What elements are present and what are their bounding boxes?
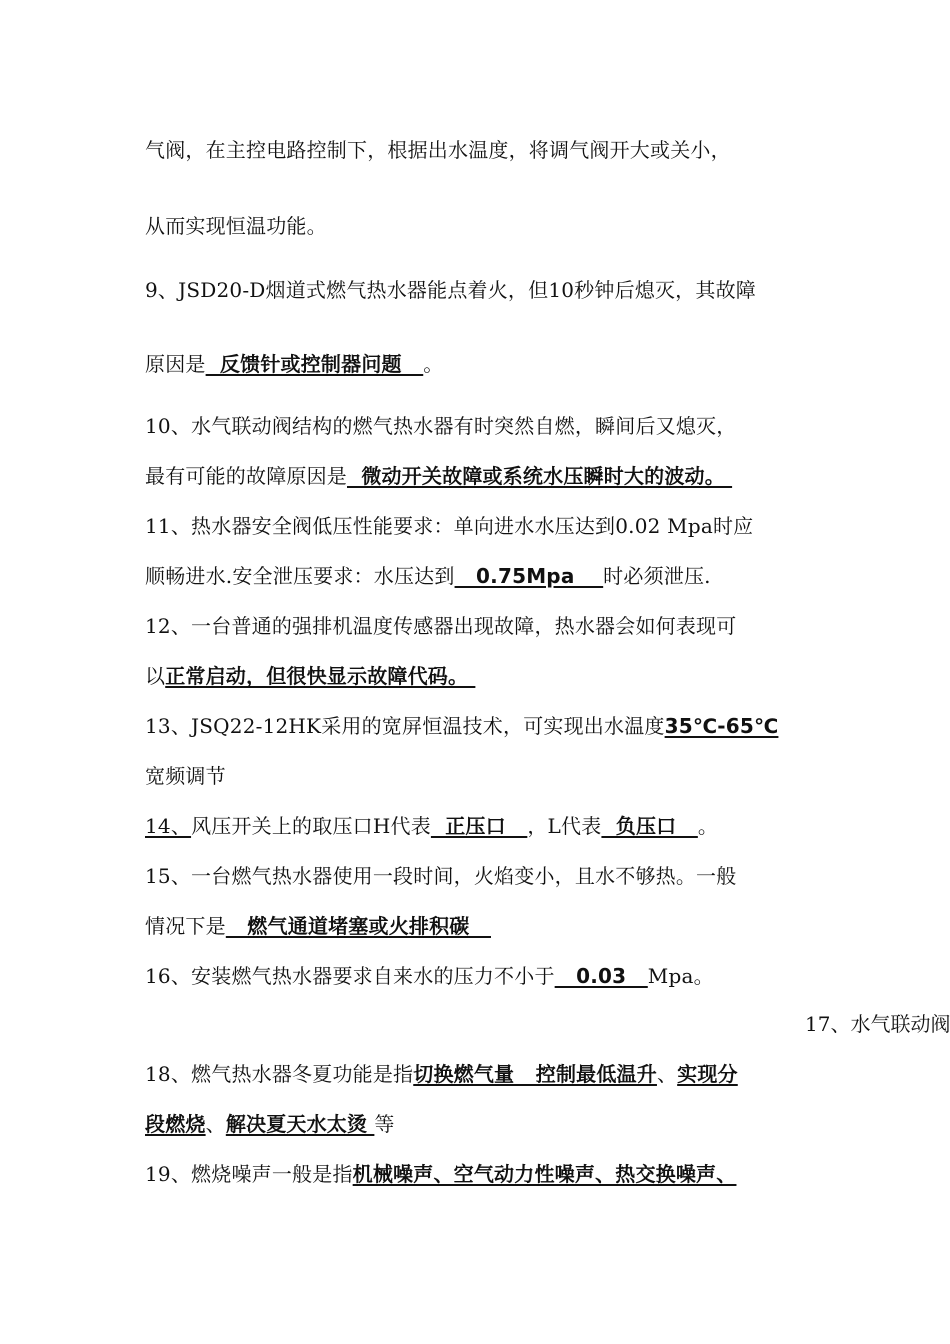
question-11-line-1: 11、热水器安全阀低压性能要求：单向进水水压达到0.02 Mpa时应 (145, 514, 754, 538)
question-17-fragment: 17、水气联动阀 (805, 1012, 950, 1036)
question-19-line: 19、燃烧噪声一般是指机械噪声、空气动力性噪声、热交换噪声、 (145, 1162, 737, 1186)
paragraph-line-1: 气阀，在主控电路控制下，根据出水温度，将调气阀开大或关小， (145, 138, 731, 162)
answer-blank: 0.75Mpa (454, 564, 604, 588)
question-11-line-2: 顺畅进水.安全泄压要求：水压达到 0.75Mpa 时必须泄压. (145, 564, 711, 588)
question-18-line-2: 段燃烧、解决夏天水太烫 等 (145, 1112, 395, 1136)
question-10-line-2: 最有可能的故障原因是 微动开关故障或系统水压瞬时大的波动。 (145, 464, 733, 488)
question-13-line-1: 13、JSQ22-12HK采用的宽屏恒温技术，可实现出水温度35℃-65℃ (145, 714, 779, 738)
question-12-line-2: 以正常启动，但很快显示故障代码。 (145, 664, 476, 688)
answer-blank: 段燃烧 (145, 1112, 206, 1136)
answer-blank: 0.03 (554, 964, 648, 988)
answer-blank: 机械噪声、空气动力性噪声、热交换噪声、 (352, 1162, 737, 1186)
question-15-line-2: 情况下是 燃气通道堵塞或火排积碳 (145, 914, 491, 938)
answer-blank: 解决夏天水太烫 (225, 1112, 375, 1136)
paragraph-line-2: 从而实现恒温功能。 (145, 214, 327, 238)
question-13-line-2: 宽频调节 (145, 764, 226, 788)
answer-blank: 负压口 (601, 814, 698, 838)
question-18-line-1: 18、燃气热水器冬夏功能是指切换燃气量 控制最低温升、实现分 (145, 1062, 738, 1086)
answer-blank: 反馈针或控制器问题 (205, 352, 424, 376)
question-14-line: 14、风压开关上的取压口H代表 正压口 ，L代表 负压口 。 (145, 814, 719, 838)
question-9-line-1: 9、JSD20-D烟道式燃气热水器能点着火，但10秒钟后熄灭，其故障 (145, 278, 756, 302)
answer-blank: 燃气通道堵塞或火排积碳 (225, 914, 491, 938)
question-12-line-1: 12、一台普通的强排机温度传感器出现故障，热水器会如何表现可 (145, 614, 737, 638)
answer-blank: 实现分 (677, 1062, 738, 1086)
answer-blank: 正常启动，但很快显示故障代码。 (165, 664, 476, 688)
question-16-line: 16、安装燃气热水器要求自来水的压力不小于 0.03 Mpa。 (145, 964, 714, 988)
answer-blank: 正压口 (430, 814, 528, 838)
answer-blank: 35℃-65℃ (664, 714, 779, 738)
question-15-line-1: 15、一台燃气热水器使用一段时间，火焰变小，且水不够热。一般 (145, 864, 737, 888)
question-10-line-1: 10、水气联动阀结构的燃气热水器有时突然自燃，瞬间后又熄灭， (145, 414, 737, 438)
question-9-line-2: 原因是 反馈针或控制器问题 。 (145, 352, 444, 376)
answer-blank: 切换燃气量 控制最低温升 (413, 1062, 657, 1086)
answer-blank: 微动开关故障或系统水压瞬时大的波动。 (347, 464, 733, 488)
